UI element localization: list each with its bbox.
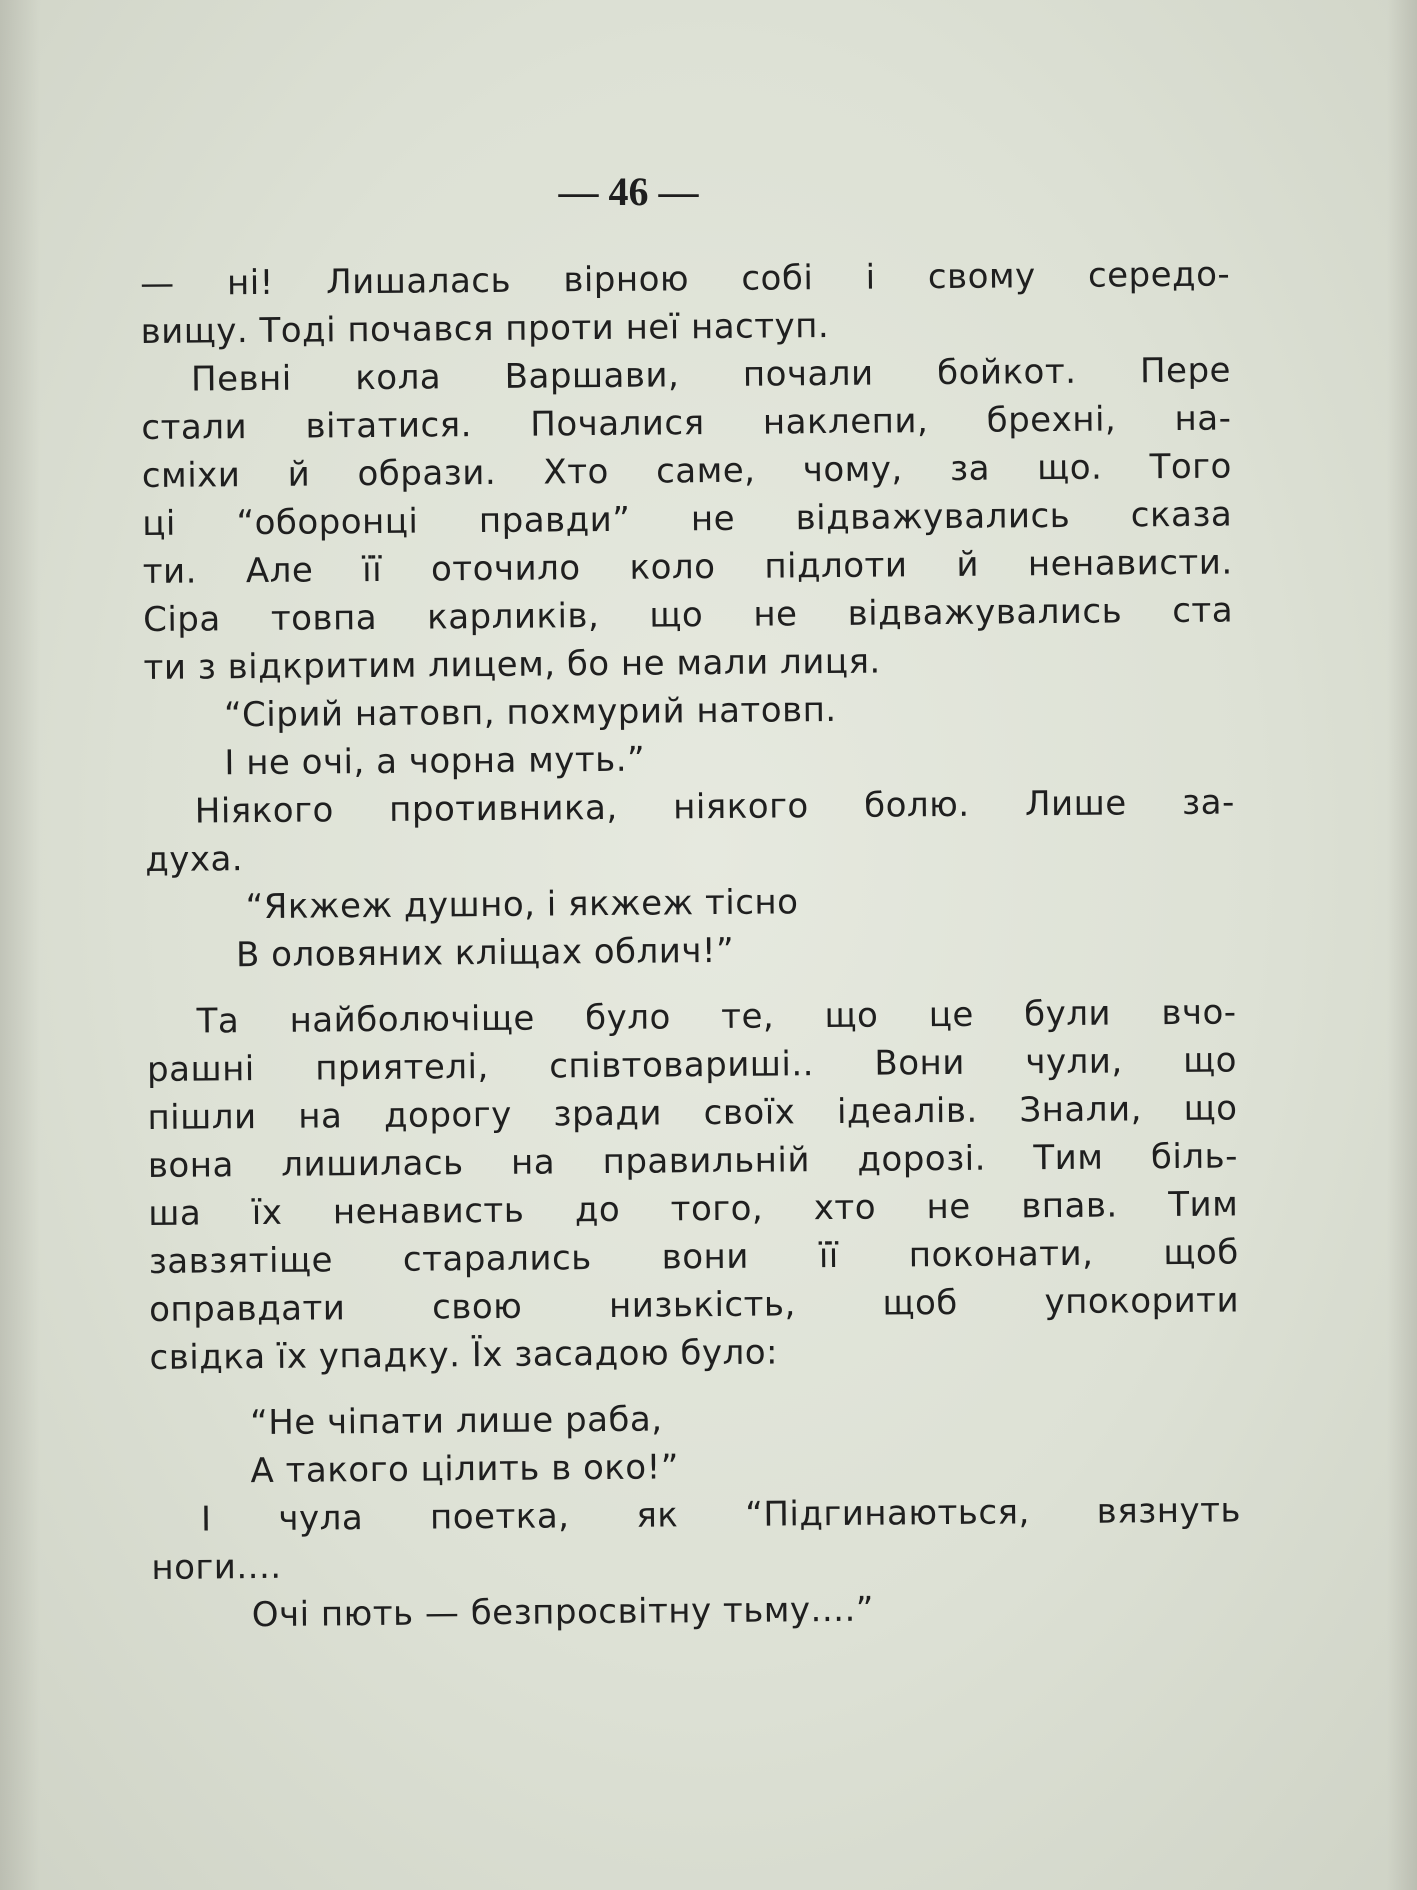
text-line: сміхи й образи. Хто саме, чому, за що. Того [141, 446, 1233, 496]
text-line: І чула поетка, як “Підгинаються, вязнуть [200, 1490, 1242, 1540]
text-line: вона лишилась на правильній дорозі. Тим біль- [147, 1136, 1239, 1186]
page-body [140, 250, 1242, 1639]
text-line: ти. Але її оточило коло підлоти й ненависти. [142, 542, 1233, 592]
text-line: Певні кола Варшави, почали бойкот. Пере [190, 350, 1232, 400]
verse-line: “Сірий натовп, похмурий натовп. [223, 689, 837, 736]
verse-line: І не очі, а чорна муть.” [224, 739, 646, 784]
verse-line: В оловяних кліщах облич!” [235, 930, 735, 976]
text-line: духа. [145, 839, 244, 880]
verse-line: А такого цілить в око!” [250, 1447, 680, 1492]
text-line: оправдати свою низькість, щоб упокорити [148, 1280, 1240, 1330]
page-number: — 46 — [558, 169, 699, 214]
text-line: Сіра товпа карликів, що не відважувались ста [142, 590, 1234, 640]
text-line: пішли на дорогу зради своїх ідеалів. Знали, що [147, 1088, 1238, 1138]
text-line: ша їх ненависть до того, хто не впав. Тим [148, 1184, 1239, 1234]
text-line: — ні! Лишалась вірною собі і свому середо- [140, 254, 1231, 304]
verse-line: Очі пють — безпросвітну тьму....” [251, 1589, 875, 1636]
verse-line: “Не чіпати лише раба, [249, 1399, 663, 1444]
text-line: стали вітатися. Почалися наклепи, брехні, на- [141, 398, 1232, 448]
text-line: Ніякого противника, ніякого болю. Лише за- [194, 782, 1235, 832]
text-line: свідка їх упадку. Їх засадою було: [149, 1332, 779, 1378]
text-line: Та найболючіще було те, що це були вчо- [196, 992, 1237, 1042]
text-line: завзятіще старались вони її поконати, щоб [148, 1232, 1239, 1282]
text-line: ти з відкритим лицем, бо не мали лиця. [143, 641, 881, 688]
text-line: ноги.... [151, 1546, 282, 1588]
text-line: рашні приятелі, співтовариші.. Вони чули, що [146, 1040, 1238, 1090]
verse-line: “Якжеж душно, і якжеж тісно [245, 882, 799, 928]
text-line: вищу. Тоді почався проти неї наступ. [140, 305, 830, 352]
text-line: ці “оборонці правди” не відважувались сказа [142, 494, 1233, 544]
